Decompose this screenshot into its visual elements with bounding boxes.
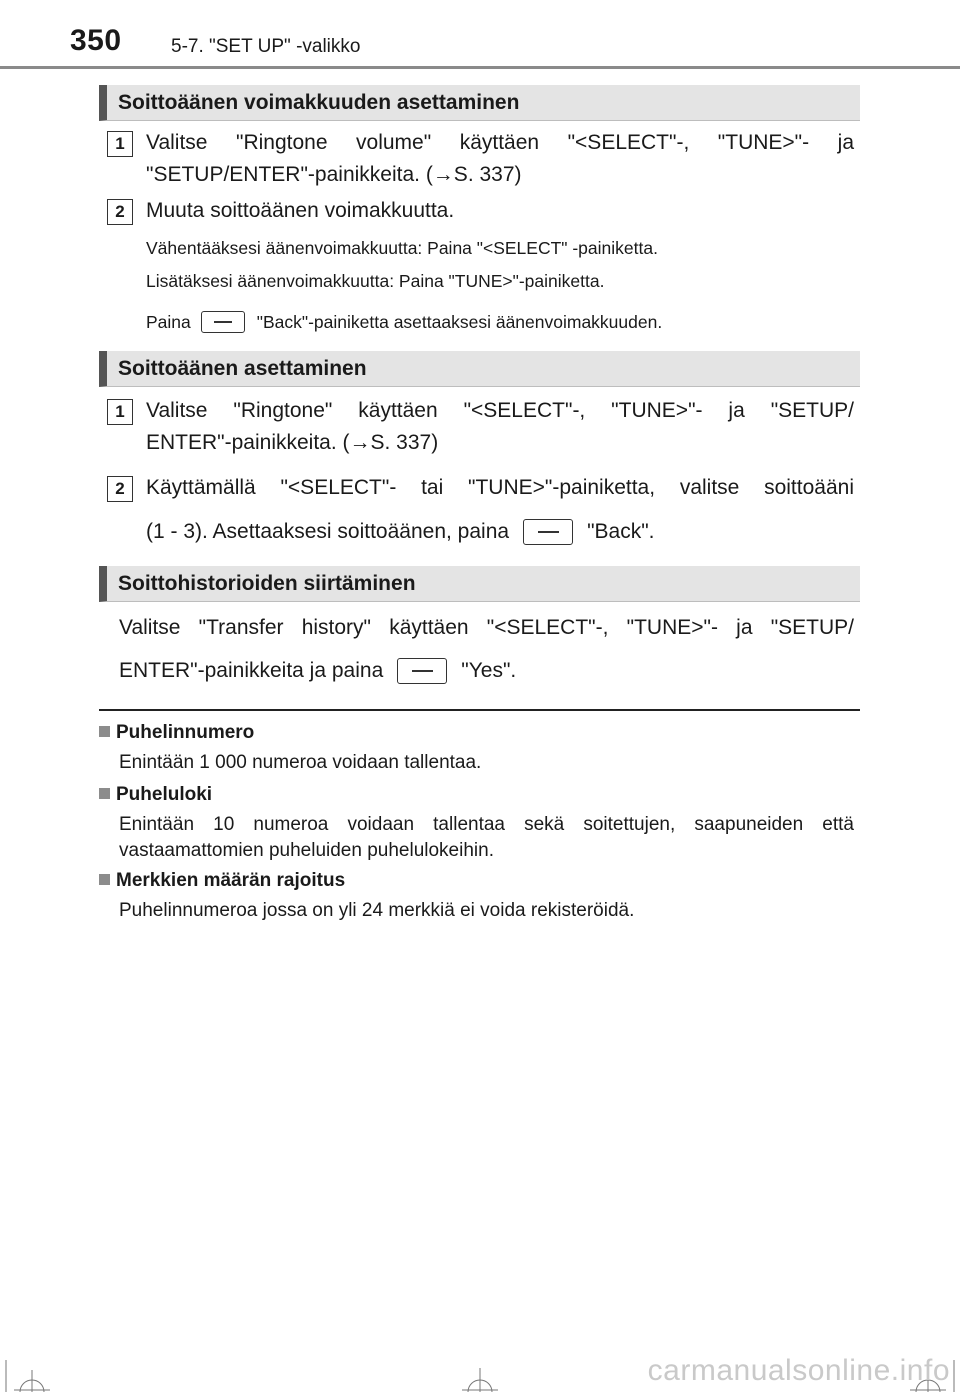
- notes-divider: [99, 709, 860, 711]
- note-body-line: vastaamattomien puheluiden puhelulokeihin.: [119, 840, 494, 861]
- step-badge: 2: [107, 476, 133, 502]
- step-text: (1 - 3). Asettaaksesi soittoäänen, paina: [146, 520, 510, 543]
- back-button-icon: [523, 519, 573, 545]
- step-text-line: ENTER"-painikkeita. (→S. 337): [146, 431, 439, 454]
- step-badge: 1: [107, 399, 133, 425]
- note-title-call-log: [99, 784, 212, 806]
- section-text: "Yes".: [461, 659, 517, 682]
- section-header-transfer-history: [99, 566, 860, 602]
- yes-button-icon: [397, 658, 447, 684]
- section-title: Soittohistorioiden siirtäminen: [118, 572, 416, 595]
- square-bullet-icon: [99, 874, 110, 885]
- after-button-text: "Back"-painiketta asettaaksesi äänenvoimakkuuden.: [256, 311, 663, 332]
- back-button-icon: [201, 311, 245, 333]
- header-rule: [0, 66, 960, 69]
- note-body: Puhelinnumeroa jossa on yli 24 merkkiä ei voida rekisteröidä.: [119, 900, 635, 921]
- note-title-text: Puhelinnumero: [116, 722, 255, 743]
- note-title-phone-number: [99, 722, 254, 744]
- step-note: Lisätäksesi äänenvoimakkuutta: Paina "TUNE>"-painiketta.: [146, 271, 605, 291]
- step-text-line-back: [146, 519, 655, 545]
- section-text-line-yes: [119, 658, 516, 684]
- chapter-title: 5-7. "SET UP" -valikko: [171, 36, 361, 57]
- step-text: "Back".: [587, 520, 655, 543]
- step-text-line: Käyttämällä "<SELECT"- tai "TUNE>"-painiketta, valitse soittoääni: [146, 476, 854, 499]
- section-title: Soittoäänen voimakkuuden asettaminen: [118, 91, 520, 114]
- section-text: ENTER"-painikkeita ja paina: [119, 659, 384, 682]
- step-note: Vähentääksesi äänenvoimakkuutta: Paina "<SELECT" -painiketta.: [146, 238, 658, 258]
- step-badge: 1: [107, 131, 133, 157]
- square-bullet-icon: [99, 726, 110, 737]
- square-bullet-icon: [99, 788, 110, 799]
- step-badge: 2: [107, 199, 133, 225]
- step-text-line: Valitse "Ringtone volume" käyttäen "<SELECT"-, "TUNE>"- ja: [146, 131, 854, 154]
- section-text-line: Valitse "Transfer history" käyttäen "<SELECT"-, "TUNE>"- ja "SETUP/: [119, 616, 854, 639]
- step-text-line: Valitse "Ringtone" käyttäen "<SELECT"-, "TUNE>"- ja "SETUP/: [146, 399, 854, 422]
- watermark: carmanualsonline.info: [647, 1354, 950, 1387]
- note-body: Enintään 1 000 numeroa voidaan tallentaa.: [119, 752, 482, 773]
- note-title-text: Merkkien määrän rajoitus: [116, 870, 346, 891]
- section-title: Soittoäänen asettaminen: [118, 357, 367, 380]
- section-header-ringtone-volume: [99, 85, 860, 121]
- step-text-line: Muuta soittoäänen voimakkuutta.: [146, 199, 455, 222]
- step-note-back: [146, 311, 662, 333]
- section-header-ringtone: [99, 351, 860, 387]
- note-body-line: Enintään 10 numeroa voidaan tallentaa sekä soitettujen, saapuneiden että: [119, 814, 854, 835]
- page-number: 350: [70, 24, 122, 57]
- paina-label: Paina: [146, 311, 191, 332]
- step-text-line: "SETUP/ENTER"-painikkeita. (→S. 337): [146, 163, 522, 186]
- note-title-character-limit: [99, 870, 345, 892]
- note-title-text: Puheluloki: [116, 784, 213, 805]
